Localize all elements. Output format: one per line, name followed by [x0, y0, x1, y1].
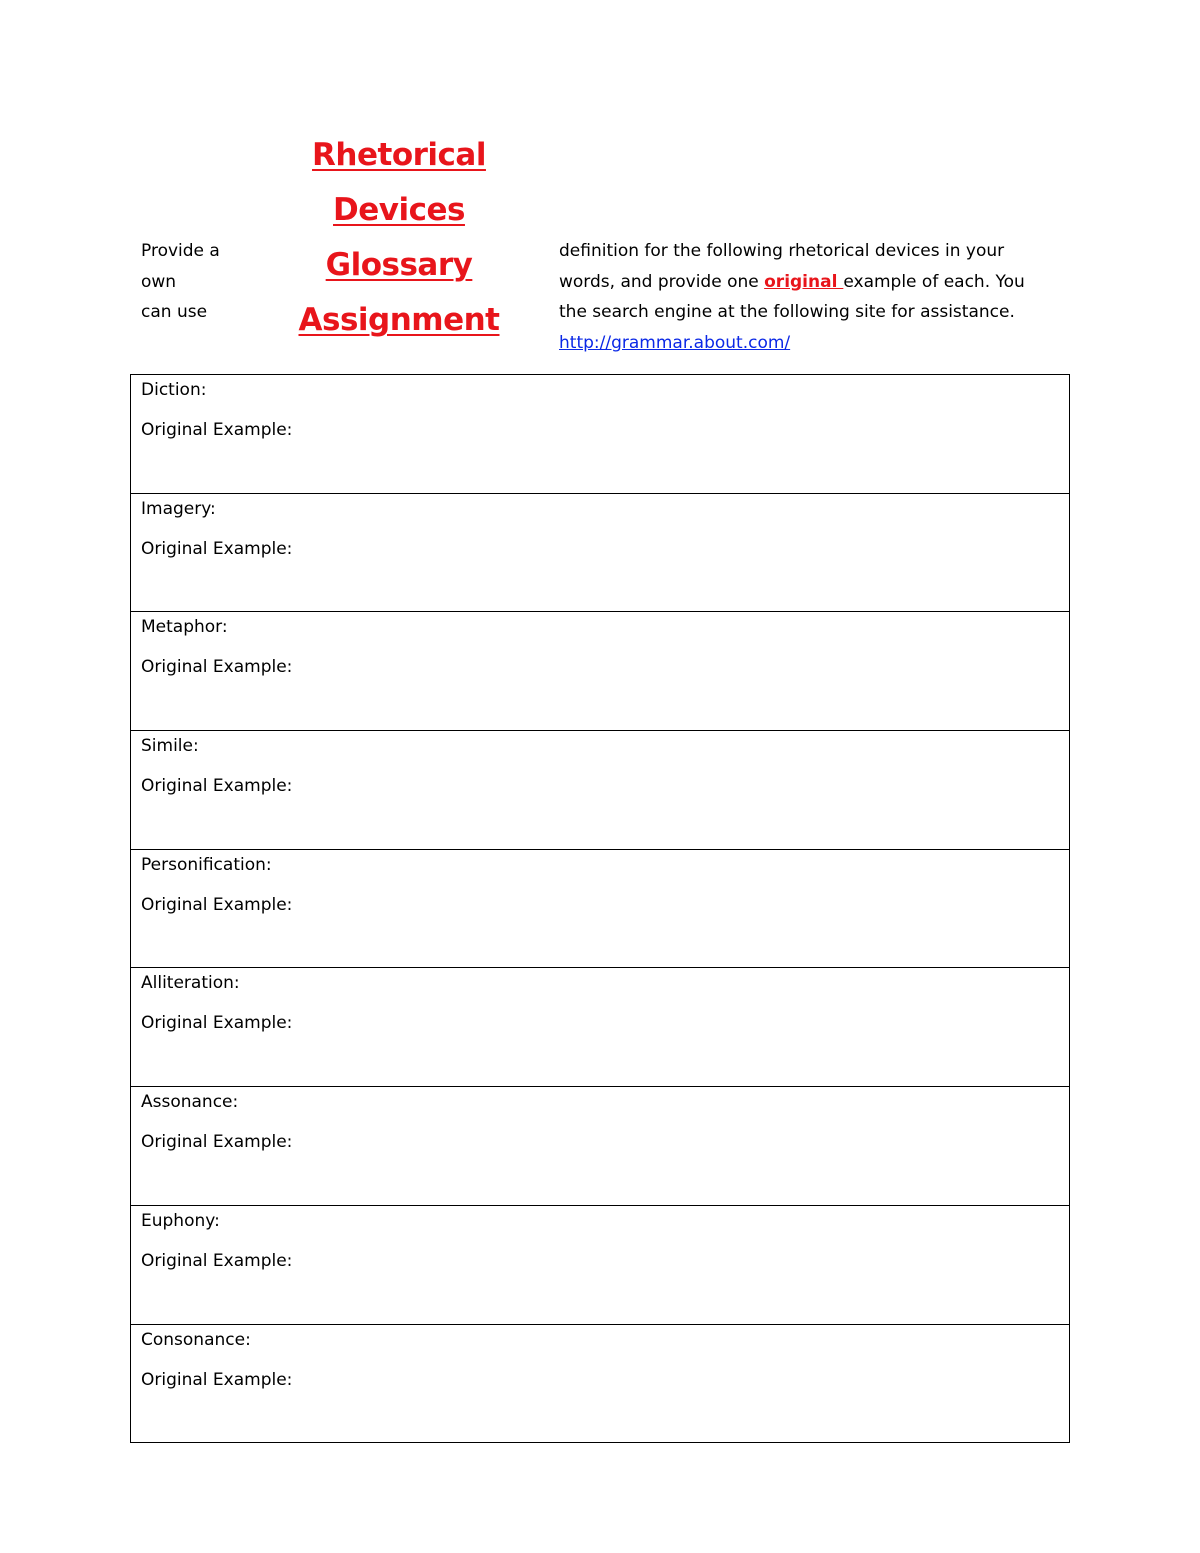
table-row[interactable] [131, 1087, 1069, 1206]
instructions-right-line-3: the search engine at the following site for assistance. [559, 302, 1015, 322]
table-row[interactable] [131, 1206, 1069, 1325]
instructions-right-line-1: definition for the following rhetorical devices in your [559, 241, 1005, 261]
term-label: Euphony: [141, 1210, 220, 1231]
table-row[interactable] [131, 1325, 1069, 1444]
example-label: Original Example: [141, 1013, 293, 1034]
instructions-left-line-2: own [141, 271, 177, 292]
table-row[interactable] [131, 731, 1069, 850]
example-label: Original Example: [141, 657, 293, 678]
table-row[interactable] [131, 494, 1069, 613]
example-label: Original Example: [141, 1250, 293, 1271]
example-label: Original Example: [141, 894, 293, 915]
original-emphasis: original [764, 271, 844, 292]
glossary-table [130, 374, 1070, 1443]
term-label: Consonance: [141, 1329, 251, 1350]
term-label: Alliteration: [141, 973, 240, 994]
example-label: Original Example: [141, 1369, 293, 1390]
table-row[interactable] [131, 612, 1069, 731]
instructions-right-line-2 [559, 267, 1025, 298]
title-line-4: Assignment [298, 302, 500, 338]
table-row[interactable] [131, 850, 1069, 969]
title-line-2: Devices [333, 192, 465, 228]
term-label: Assonance: [141, 1092, 239, 1113]
instructions-left-line-3: can use [141, 302, 208, 322]
instructions-pre: words, and provide one [559, 271, 765, 292]
example-label: Original Example: [141, 776, 293, 797]
example-label: Original Example: [141, 1132, 293, 1153]
title-line-3: Glossary [325, 247, 473, 283]
term-label: Imagery: [141, 498, 216, 519]
term-label: Personification: [141, 854, 272, 875]
example-label: Original Example: [141, 538, 293, 559]
term-label: Metaphor: [141, 617, 228, 638]
grammar-link[interactable]: http://grammar.about.com/ [559, 332, 791, 353]
instructions-right [559, 236, 1025, 358]
table-row[interactable] [131, 968, 1069, 1087]
instructions-post: example of each. You [843, 271, 1025, 292]
table-row[interactable] [131, 375, 1069, 494]
term-label: Diction: [141, 380, 207, 400]
example-label: Original Example: [141, 420, 293, 440]
instructions-left-line-1: Provide a [141, 241, 220, 261]
title-line-1: Rhetorical [312, 137, 486, 173]
instructions-left [141, 236, 220, 328]
term-label: Simile: [141, 736, 199, 757]
page-title [284, 128, 514, 348]
